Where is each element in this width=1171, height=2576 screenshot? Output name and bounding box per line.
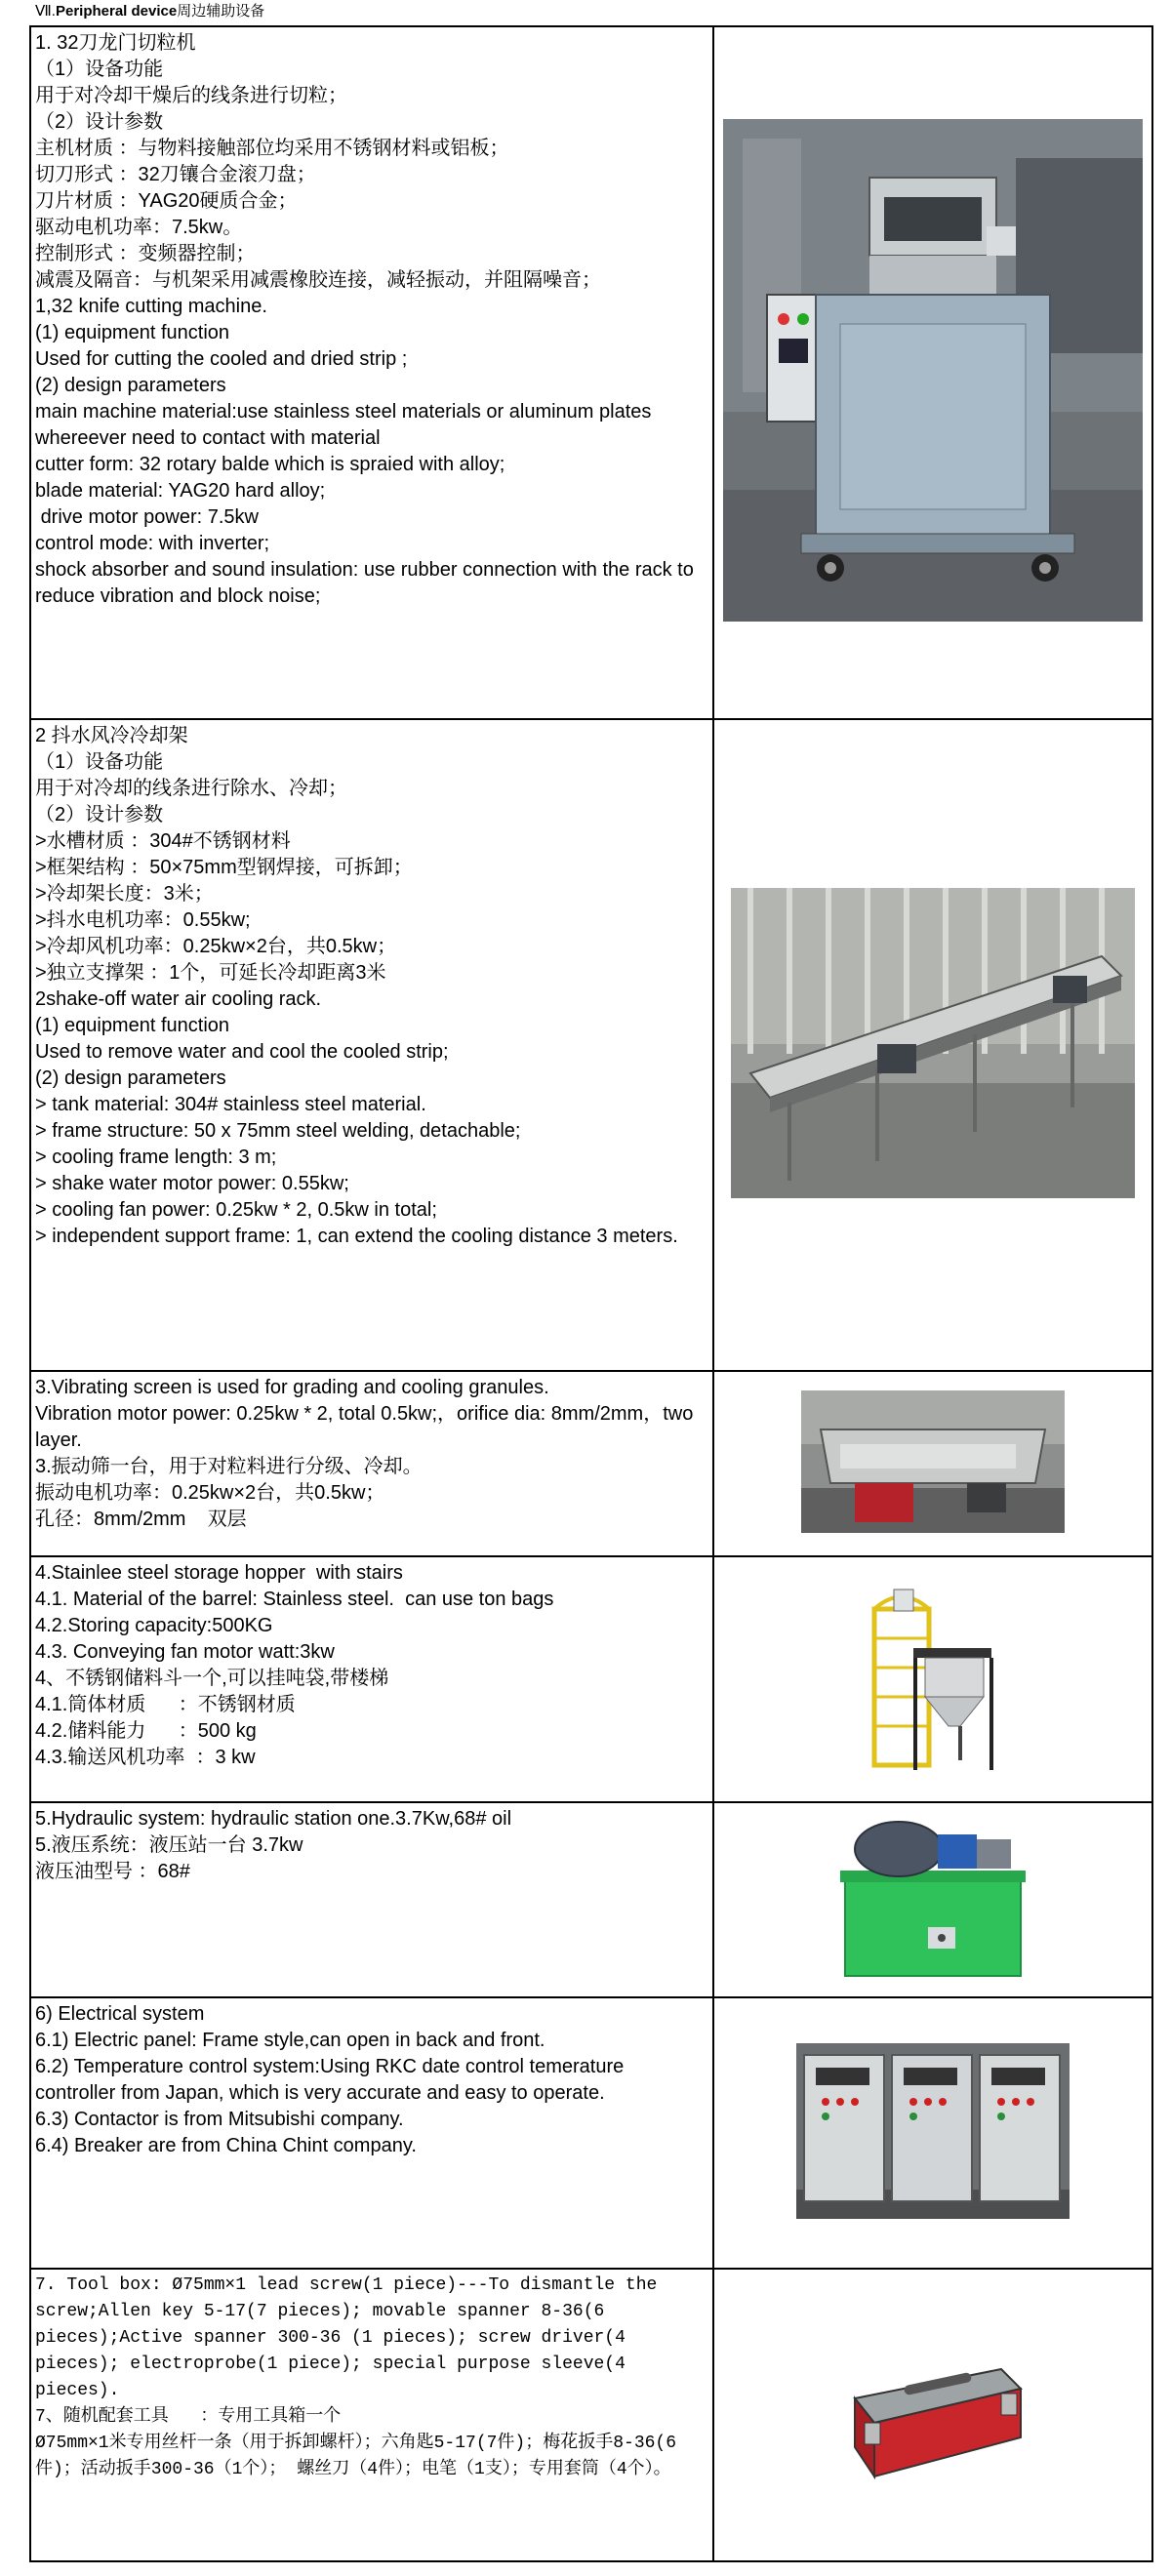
text-line: 2 抖水风冷冷却架 [35, 725, 188, 746]
text-line: >独立支撑架 ：1个，可延长冷却距离3米 [35, 962, 386, 984]
electric-cabinet-photo [796, 2043, 1070, 2219]
text-line: 液压油型号 ：68# [35, 1861, 190, 1882]
text-line: cutter form: 32 rotary balde which is spraied with alloy; [35, 454, 505, 475]
text-line: 孔径：8mm/2mm 双层 [35, 1509, 247, 1530]
pelletizer-machine-photo [723, 119, 1143, 622]
text-line: shock absorber and sound insulation: use rubber connection with the rack to reduce vibration and block noise; [35, 559, 700, 607]
text-line: 5.液压系统：液压站一台 3.7kw [35, 1834, 303, 1856]
row-1-image-cell [713, 26, 1152, 719]
text-line: 4.2.Storing capacity:500KG [35, 1615, 273, 1636]
text-line: drive motor power: 7.5kw [35, 506, 259, 528]
text-line: control mode: with inverter; [35, 533, 270, 554]
table-row [30, 1556, 1152, 1802]
hydraulic-station-photo [821, 1810, 1045, 1986]
text-line: >冷却架长度：3米； [35, 883, 214, 905]
table-row [30, 2269, 1152, 2561]
text-line: >框架结构 ：50×75mm型钢焊接，可拆卸； [35, 857, 413, 878]
text-line: > frame structure: 50 x 75mm steel welding, detachable; [35, 1120, 521, 1142]
text-line: > tank material: 304# stainless steel material. [35, 1094, 426, 1115]
text-line: 4.2.储料能力 ：500 kg [35, 1720, 257, 1742]
text-line: （2）设计参数 [35, 804, 164, 825]
row-6-image-cell [713, 1997, 1152, 2269]
text-line: 1,32 knife cutting machine. [35, 296, 267, 317]
row-4-image-cell [713, 1556, 1152, 1802]
text-line: 2shake-off water air cooling rack. [35, 988, 322, 1010]
text-line: Ø75mm×1米专用丝杆一条（用于拆卸螺杆）；六角匙5-17(7件)；梅花扳手8-36(6件)；活动扳手300-36（1个）； 螺丝刀（4件）；电笔（1支）；专用套筒（4个）。 [35, 2434, 677, 2479]
row-2-image-cell [713, 719, 1152, 1371]
equipment-table [29, 25, 1153, 2562]
text-line: > shake water motor power: 0.55kw; [35, 1173, 349, 1194]
cooling-rack-photo [731, 888, 1135, 1198]
row-7-text [30, 2269, 713, 2561]
row-3-text [30, 1371, 713, 1556]
text-line: 切刀形式 ：32刀镶合金滚刀盘； [35, 164, 316, 185]
text-line: >水槽材质 ：304#不锈钢材料 [35, 830, 291, 852]
section-heading [35, 2, 264, 21]
row-6-text [30, 1997, 713, 2269]
heading-bold: Peripheral device [55, 3, 178, 20]
text-line: 1. 32刀龙门切粒机 [35, 32, 196, 54]
text-line: > independent support frame: 1, can extend the cooling distance 3 meters. [35, 1226, 678, 1247]
table-row [30, 1802, 1152, 1997]
text-line: 4.1.筒体材质 ：不锈钢材质 [35, 1694, 296, 1715]
row-5-text [30, 1802, 713, 1997]
table-row [30, 1997, 1152, 2269]
text-line: 4、不锈钢储料斗一个,可以挂吨袋,带楼梯 [35, 1668, 389, 1689]
text-line: >冷却风机功率：0.25kw×2台，共0.5kw； [35, 936, 397, 957]
text-line: 用于对冷却干燥后的线条进行切粒； [35, 85, 347, 106]
text-line: Used to remove water and cool the cooled strip; [35, 1041, 449, 1063]
text-line: > cooling fan power: 0.25kw * 2, 0.5kw in total; [35, 1199, 437, 1221]
text-line: (2) design parameters [35, 1067, 226, 1089]
text-line: Vibration motor power: 0.25kw * 2, total 0.5kw;，orifice dia: 8mm/2mm，two layer. [35, 1403, 699, 1451]
text-line: （1）设备功能 [35, 751, 164, 773]
storage-hopper-photo [855, 1580, 1011, 1775]
table-row [30, 719, 1152, 1371]
text-line: 6.1) Electric panel: Frame style,can open in back and front. [35, 2030, 545, 2051]
text-line: (1) equipment function [35, 322, 230, 343]
heading-roman: Ⅶ. [35, 3, 56, 20]
text-line: 6.3) Contactor is from Mitsubishi company. [35, 2109, 404, 2130]
text-line: 4.3. Conveying fan motor watt:3kw [35, 1641, 335, 1663]
row-1-text [30, 26, 713, 719]
text-line: 3.Vibrating screen is used for grading and cooling granules. [35, 1377, 549, 1398]
text-line: （2）设计参数 [35, 111, 164, 133]
text-line: 5.Hydraulic system: hydraulic station one.3.7Kw,68# oil [35, 1808, 512, 1830]
text-line: 4.Stainlee steel storage hopper with stairs [35, 1562, 403, 1584]
text-line: 振动电机功率：0.25kw×2台，共0.5kw； [35, 1482, 385, 1504]
text-line: 刀片材质 ：YAG20硬质合金； [35, 190, 298, 212]
text-line: (1) equipment function [35, 1015, 230, 1036]
text-line: 6) Electrical system [35, 2003, 205, 2025]
text-line: main machine material:use stainless steel materials or aluminum plates whereever need to contact with material [35, 401, 657, 449]
text-line: 控制形式 ：变频器控制； [35, 243, 256, 264]
text-line: 3.振动筛一台，用于对粒料进行分级、冷却。 [35, 1456, 423, 1477]
text-line: (2) design parameters [35, 375, 226, 396]
text-line: 主机材质 ：与物料接触部位均采用不锈钢材料或铝板； [35, 138, 509, 159]
text-line: > cooling frame length: 3 m; [35, 1147, 277, 1168]
text-line: 4.1. Material of the barrel: Stainless steel. can use ton bags [35, 1589, 554, 1610]
text-line: 6.2) Temperature control system:Using RKC date control temerature controller from Japan, which is very accurate and easy to operate. [35, 2056, 629, 2104]
row-5-image-cell [713, 1802, 1152, 1997]
text-line: 7、随机配套工具 ：专用工具箱一个 [35, 2407, 342, 2427]
text-line: （1）设备功能 [35, 59, 164, 80]
text-line: blade material: YAG20 hard alloy; [35, 480, 326, 502]
text-line: 驱动电机功率：7.5kw。 [35, 217, 243, 238]
row-7-image-cell [713, 2269, 1152, 2561]
row-3-image-cell [713, 1371, 1152, 1556]
vibrating-screen-photo [801, 1390, 1065, 1533]
table-row [30, 26, 1152, 719]
row-2-text [30, 719, 713, 1371]
text-line: Used for cutting the cooled and dried strip ; [35, 348, 408, 370]
tool-box-photo [835, 2330, 1030, 2496]
text-line: 用于对冷却的线条进行除水、冷却； [35, 778, 347, 799]
heading-rest: 周边辅助设备 [177, 3, 265, 20]
text-line: >抖水电机功率：0.55kw; [35, 909, 251, 931]
text-line: 减震及隔音：与机架采用减震橡胶连接，减轻振动，并阻隔噪音； [35, 269, 601, 291]
text-line: 6.4) Breaker are from China Chint company. [35, 2135, 417, 2156]
text-line: 4.3.输送风机功率 ：3 kw [35, 1747, 256, 1768]
text-line: 7. Tool box: Ø75mm×1 lead screw(1 piece)---To dismantle the screw;Allen key 5-17(7 pieces); movable spanner 8-36(6 pieces);Active spanner 300-36 (1 pieces); screw driver(4 pieces); electroprobe(1 piece); special purpose sleeve(4 pieces). [35, 2275, 668, 2400]
row-4-text [30, 1556, 713, 1802]
table-row [30, 1371, 1152, 1556]
